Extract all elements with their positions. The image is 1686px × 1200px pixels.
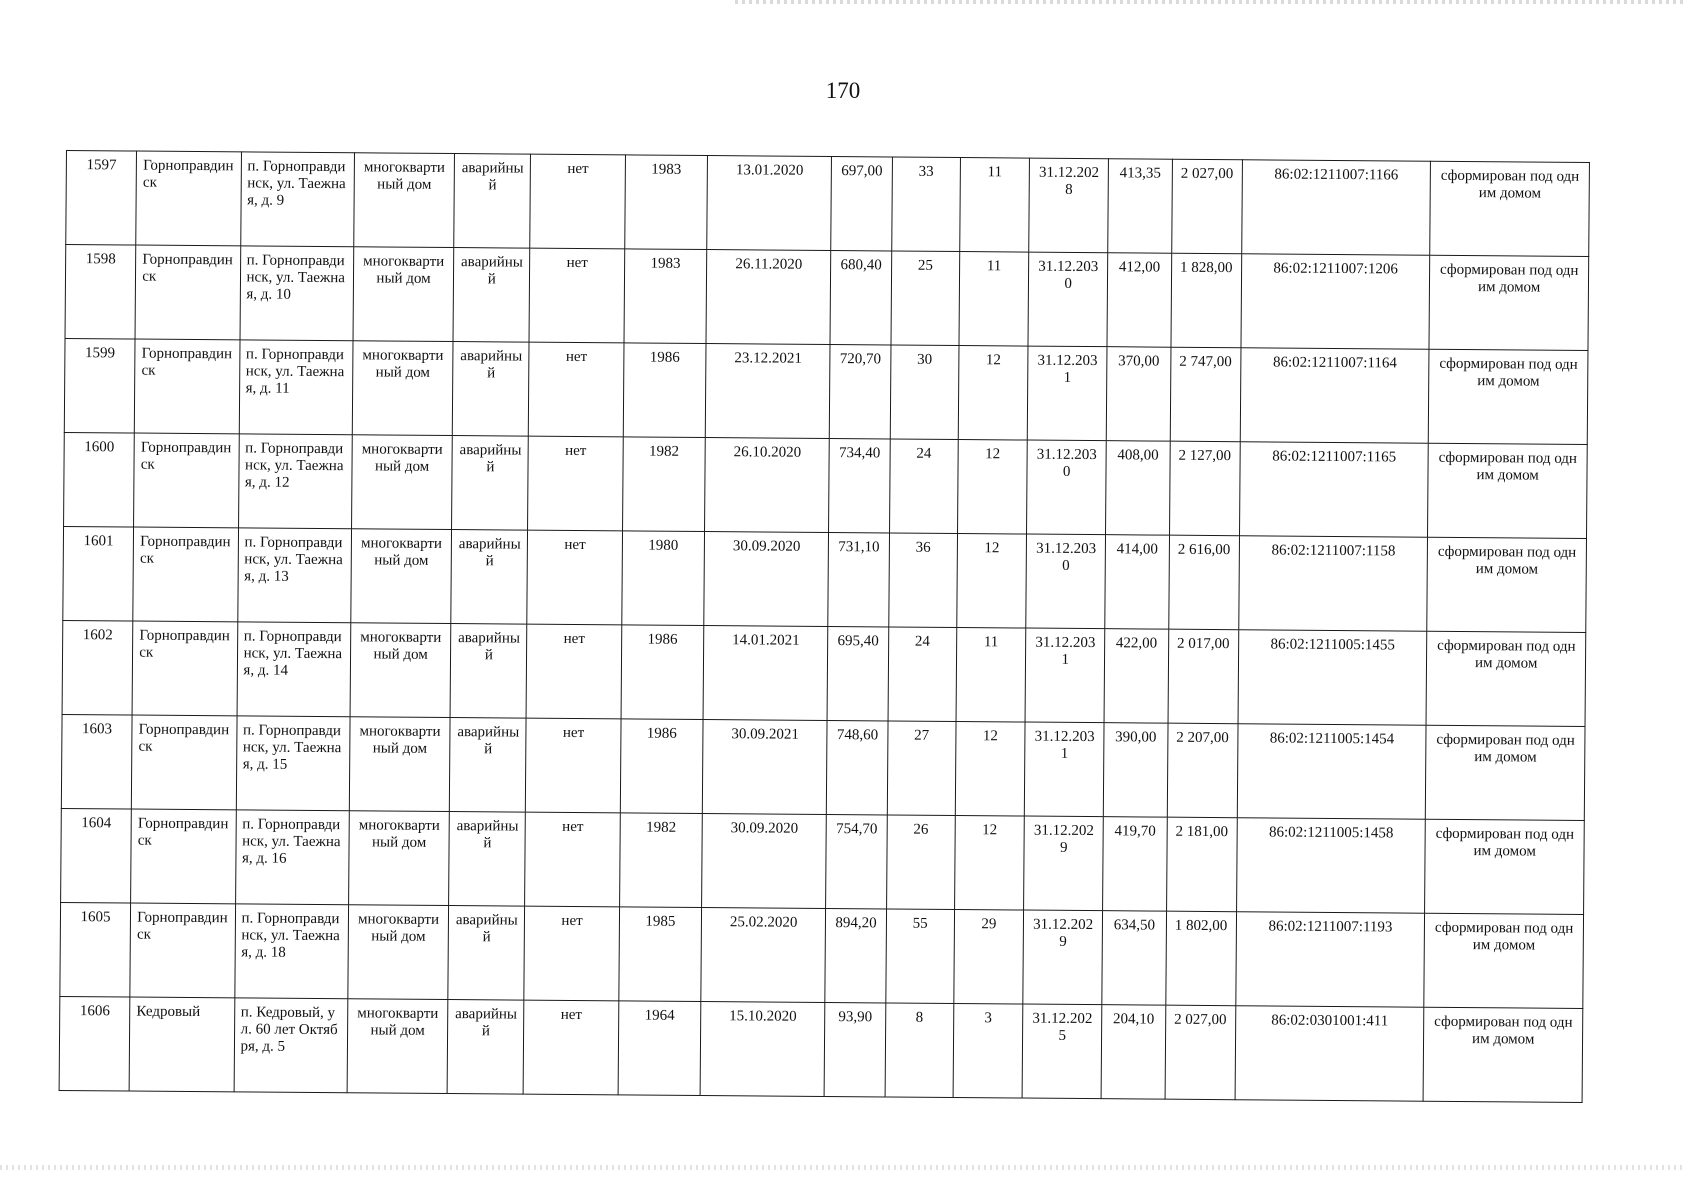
row-number: 1604: [61, 808, 132, 903]
deadline-cell: 31.12.2029: [1024, 816, 1104, 911]
table-row: [63, 526, 1587, 632]
building-type-cell: многоквартиный дом: [347, 999, 448, 1094]
area-cell: 731,10: [828, 533, 889, 627]
building-type-cell: многоквартиный дом: [351, 435, 452, 530]
settlement-cell: Горноправдинск: [135, 245, 240, 340]
residents-cell: 24: [889, 439, 958, 534]
deadline-cell: 31.12.2031: [1025, 628, 1105, 723]
row-number: 1606: [59, 996, 130, 1091]
deadline-cell: 31.12.2028: [1029, 158, 1109, 253]
deadline-cell: 31.12.2030: [1027, 440, 1107, 535]
settlement-cell: Горноправдинск: [133, 527, 238, 622]
cost-cell: 2 207,00: [1167, 723, 1238, 818]
row-number: 1597: [66, 151, 137, 246]
registry-sheet: [59, 150, 1590, 1103]
building-type-cell: многоквартиный дом: [354, 153, 455, 248]
table-body: [59, 151, 1589, 1103]
year-built-cell: 1982: [619, 813, 702, 908]
row-number: 1599: [64, 338, 135, 433]
year-built-cell: 1986: [621, 625, 704, 720]
land-area-cell: 412,00: [1107, 253, 1171, 347]
cost-cell: 2 181,00: [1166, 817, 1237, 912]
land-area-cell: 413,35: [1108, 159, 1172, 253]
residents-cell: 8: [885, 1003, 954, 1098]
land-area-cell: 414,00: [1105, 535, 1169, 629]
building-type-cell: многоквартиный дом: [348, 905, 449, 1000]
land-status-cell: сформирован под одним домом: [1424, 913, 1583, 1008]
land-area-cell: 419,70: [1103, 817, 1167, 911]
date-cell: 30.09.2021: [702, 720, 827, 815]
address-cell: п. Горноправдинск, ул. Таежная, д. 10: [240, 246, 354, 341]
apartments-cell: 11: [959, 252, 1029, 347]
date-cell: 14.01.2021: [703, 626, 828, 721]
cost-cell: 2 017,00: [1168, 629, 1239, 724]
date-cell: 25.02.2020: [701, 908, 826, 1003]
building-type-cell: многоквартиный дом: [349, 717, 450, 812]
row-number: 1598: [65, 245, 136, 340]
cost-cell: 1 828,00: [1171, 253, 1242, 348]
address-cell: п. Горноправдинск, ул. Таежная, д. 11: [239, 340, 353, 435]
date-cell: 30.09.2020: [704, 532, 829, 627]
residents-cell: 27: [887, 721, 956, 816]
residents-cell: 26: [886, 815, 955, 910]
cadastral-number-cell: 86:02:1211007:1193: [1236, 912, 1425, 1007]
apartments-cell: 12: [957, 534, 1027, 629]
settlement-cell: Горноправдинск: [132, 621, 237, 716]
year-built-cell: 1980: [622, 531, 705, 626]
flag-cell: нет: [526, 718, 621, 813]
row-number: 1600: [64, 432, 135, 527]
flag-cell: нет: [524, 1000, 619, 1095]
cadastral-number-cell: 86:02:1211005:1458: [1236, 818, 1425, 913]
cadastral-number-cell: 86:02:0301001:411: [1235, 1006, 1424, 1101]
condition-cell: аварийный: [454, 154, 531, 249]
date-cell: 26.10.2020: [705, 438, 830, 533]
building-type-cell: многоквартиный дом: [348, 811, 449, 906]
year-built-cell: 1985: [619, 907, 702, 1002]
settlement-cell: Кедровый: [129, 997, 234, 1092]
address-cell: п. Горноправдинск, ул. Таежная, д. 14: [237, 622, 351, 717]
scan-artifact-top: [735, 0, 1686, 4]
area-cell: 754,70: [826, 814, 887, 908]
land-area-cell: 390,00: [1104, 723, 1168, 817]
land-area-cell: 422,00: [1104, 629, 1168, 723]
table-row: [64, 338, 1588, 444]
table-row: [66, 151, 1590, 257]
area-cell: 748,60: [827, 720, 888, 814]
flag-cell: нет: [524, 906, 619, 1001]
deadline-cell: 31.12.2030: [1026, 534, 1106, 629]
deadline-cell: 31.12.2031: [1024, 722, 1104, 817]
residents-cell: 30: [890, 345, 959, 440]
apartments-cell: 29: [954, 910, 1024, 1005]
land-status-cell: сформирован под одним домом: [1426, 631, 1585, 726]
address-cell: п. Горноправдинск, ул. Таежная, д. 18: [234, 904, 348, 999]
table-row: [64, 432, 1588, 538]
area-cell: 697,00: [831, 157, 892, 251]
cadastral-number-cell: 86:02:1211007:1158: [1239, 536, 1428, 631]
land-status-cell: сформирован под одним домом: [1429, 349, 1588, 444]
area-cell: 695,40: [827, 627, 888, 721]
land-status-cell: сформирован под одним домом: [1427, 537, 1586, 632]
apartments-cell: 12: [955, 722, 1025, 817]
residents-cell: 33: [891, 157, 960, 252]
settlement-cell: Горноправдинск: [131, 809, 236, 904]
building-type-cell: многоквартиный дом: [353, 247, 454, 342]
table-row: [61, 808, 1585, 914]
settlement-cell: Горноправдинск: [132, 715, 237, 810]
address-cell: п. Горноправдинск, ул. Таежная, д. 9: [240, 152, 354, 247]
date-cell: 30.09.2020: [702, 814, 827, 909]
flag-cell: нет: [529, 342, 624, 437]
flag-cell: нет: [528, 436, 623, 531]
cost-cell: 2 127,00: [1169, 441, 1240, 536]
date-cell: 26.11.2020: [706, 250, 831, 345]
scan-artifact-bottom: [0, 1165, 1686, 1170]
settlement-cell: Горноправдинск: [130, 903, 235, 998]
apartments-cell: 11: [960, 158, 1030, 253]
date-cell: 23.12.2021: [705, 344, 830, 439]
table-row: [65, 245, 1589, 351]
cadastral-number-cell: 86:02:1211005:1454: [1237, 724, 1426, 819]
land-status-cell: сформирован под одним домом: [1429, 255, 1588, 350]
row-number: 1601: [63, 526, 134, 621]
cadastral-number-cell: 86:02:1211007:1165: [1239, 442, 1428, 537]
land-status-cell: сформирован под одним домом: [1423, 1007, 1582, 1102]
address-cell: п. Горноправдинск, ул. Таежная, д. 12: [238, 434, 352, 529]
cost-cell: 2 616,00: [1168, 535, 1239, 630]
page-number: 170: [825, 78, 861, 103]
flag-cell: нет: [527, 530, 622, 625]
cost-cell: 1 802,00: [1165, 911, 1236, 1006]
condition-cell: аварийный: [453, 342, 530, 437]
land-area-cell: 370,00: [1107, 347, 1171, 441]
condition-cell: аварийный: [453, 248, 530, 343]
flag-cell: нет: [529, 248, 624, 343]
deadline-cell: 31.12.2031: [1027, 346, 1107, 441]
settlement-cell: Горноправдинск: [134, 339, 239, 434]
year-built-cell: 1983: [624, 249, 707, 344]
apartments-cell: 12: [958, 346, 1028, 441]
row-number: 1602: [62, 620, 133, 715]
deadline-cell: 31.12.2030: [1028, 252, 1108, 347]
year-built-cell: 1982: [622, 437, 705, 532]
condition-cell: аварийный: [450, 718, 527, 813]
building-type-cell: многоквартиный дом: [350, 623, 451, 718]
cadastral-number-cell: 86:02:1211007:1206: [1241, 254, 1430, 349]
residents-cell: 55: [885, 909, 954, 1004]
year-built-cell: 1986: [620, 719, 703, 814]
year-built-cell: 1983: [625, 155, 708, 250]
residents-cell: 25: [891, 251, 960, 346]
land-area-cell: 204,10: [1101, 1005, 1165, 1099]
residents-cell: 24: [888, 627, 957, 722]
flag-cell: нет: [530, 154, 625, 249]
year-built-cell: 1964: [618, 1001, 701, 1096]
table-row: [62, 620, 1586, 726]
apartments-cell: 3: [953, 1003, 1023, 1098]
date-cell: 13.01.2020: [707, 156, 832, 251]
table-row: [59, 996, 1583, 1102]
land-area-cell: 634,50: [1102, 911, 1166, 1005]
table-row: [60, 902, 1584, 1008]
cost-cell: 2 747,00: [1170, 347, 1241, 442]
address-cell: п. Горноправдинск, ул. Таежная, д. 13: [237, 528, 351, 623]
address-cell: п. Горноправдинск, ул. Таежная, д. 15: [236, 716, 350, 811]
deadline-cell: 31.12.2025: [1022, 1004, 1102, 1099]
cost-cell: 2 027,00: [1171, 159, 1242, 254]
apartments-cell: 12: [957, 440, 1027, 535]
cadastral-number-cell: 86:02:1211005:1455: [1238, 630, 1427, 725]
deadline-cell: 31.12.2029: [1023, 910, 1103, 1005]
row-number: 1603: [61, 714, 132, 809]
settlement-cell: Горноправдинск: [136, 151, 241, 246]
area-cell: 894,20: [825, 908, 886, 1002]
area-cell: 680,40: [830, 251, 891, 345]
building-type-cell: многоквартиный дом: [351, 529, 452, 624]
date-cell: 15.10.2020: [700, 1002, 825, 1097]
condition-cell: аварийный: [447, 1000, 524, 1095]
address-cell: п. Кедровый, ул. 60 лет Октября, д. 5: [234, 998, 348, 1093]
cadastral-number-cell: 86:02:1211007:1164: [1240, 348, 1429, 443]
land-status-cell: сформирован под одним домом: [1428, 443, 1587, 538]
housing-registry-table: [59, 150, 1590, 1103]
flag-cell: нет: [527, 624, 622, 719]
settlement-cell: Горноправдинск: [134, 433, 239, 528]
area-cell: 93,90: [825, 1002, 886, 1096]
condition-cell: аварийный: [451, 530, 528, 625]
flag-cell: нет: [525, 812, 620, 907]
row-number: 1605: [60, 902, 131, 997]
cost-cell: 2 027,00: [1165, 1005, 1236, 1100]
residents-cell: 36: [888, 533, 957, 628]
building-type-cell: многоквартиный дом: [352, 341, 453, 436]
condition-cell: аварийный: [448, 906, 525, 1001]
land-area-cell: 408,00: [1106, 441, 1170, 535]
area-cell: 734,40: [829, 439, 890, 533]
condition-cell: аварийный: [452, 436, 529, 531]
area-cell: 720,70: [830, 345, 891, 439]
land-status-cell: сформирован под одним домом: [1425, 819, 1584, 914]
year-built-cell: 1986: [623, 343, 706, 438]
land-status-cell: сформирован под одним домом: [1430, 161, 1589, 256]
table-row: [61, 714, 1585, 820]
land-status-cell: сформирован под одним домом: [1426, 725, 1585, 820]
apartments-cell: 12: [954, 816, 1024, 911]
cadastral-number-cell: 86:02:1211007:1166: [1241, 160, 1430, 255]
condition-cell: аварийный: [450, 624, 527, 719]
condition-cell: аварийный: [449, 812, 526, 907]
apartments-cell: 11: [956, 628, 1026, 723]
address-cell: п. Горноправдинск, ул. Таежная, д. 16: [235, 810, 349, 905]
